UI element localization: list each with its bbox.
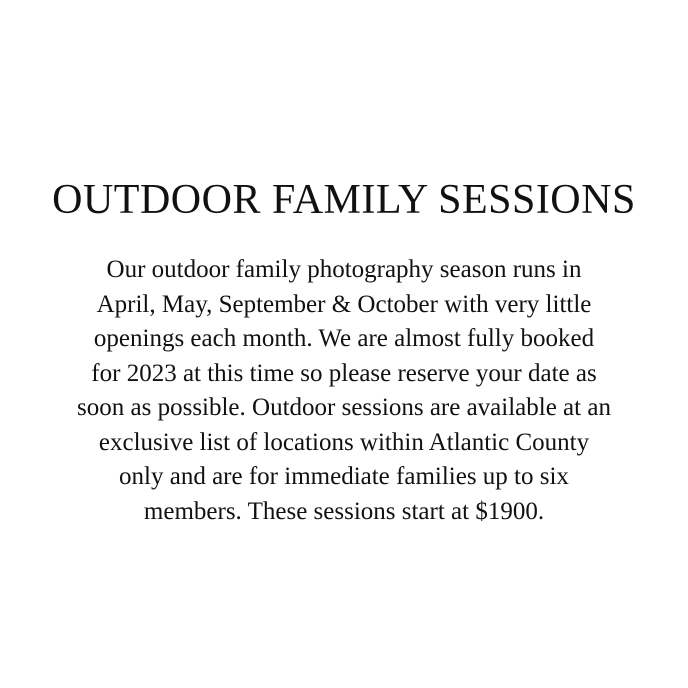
description-line: members. These sessions start at $1900. <box>143 497 545 525</box>
description-paragraph <box>40 253 648 529</box>
description-line: for 2023 at this time so please reserve your date as <box>91 359 597 387</box>
description-line: only and are for immediate families up to six <box>119 463 569 490</box>
page-title: OUTDOOR FAMILY SESSIONS <box>52 177 636 223</box>
description-line: exclusive list of locations within Atlantic County <box>98 428 590 456</box>
description-line: April, May, September & October with very little <box>96 290 592 318</box>
description-line: soon as possible. Outdoor sessions are available at an <box>77 394 611 421</box>
description-line: Our outdoor family photography season runs in <box>106 256 582 283</box>
description-line: openings each month. We are almost fully booked <box>93 325 595 352</box>
